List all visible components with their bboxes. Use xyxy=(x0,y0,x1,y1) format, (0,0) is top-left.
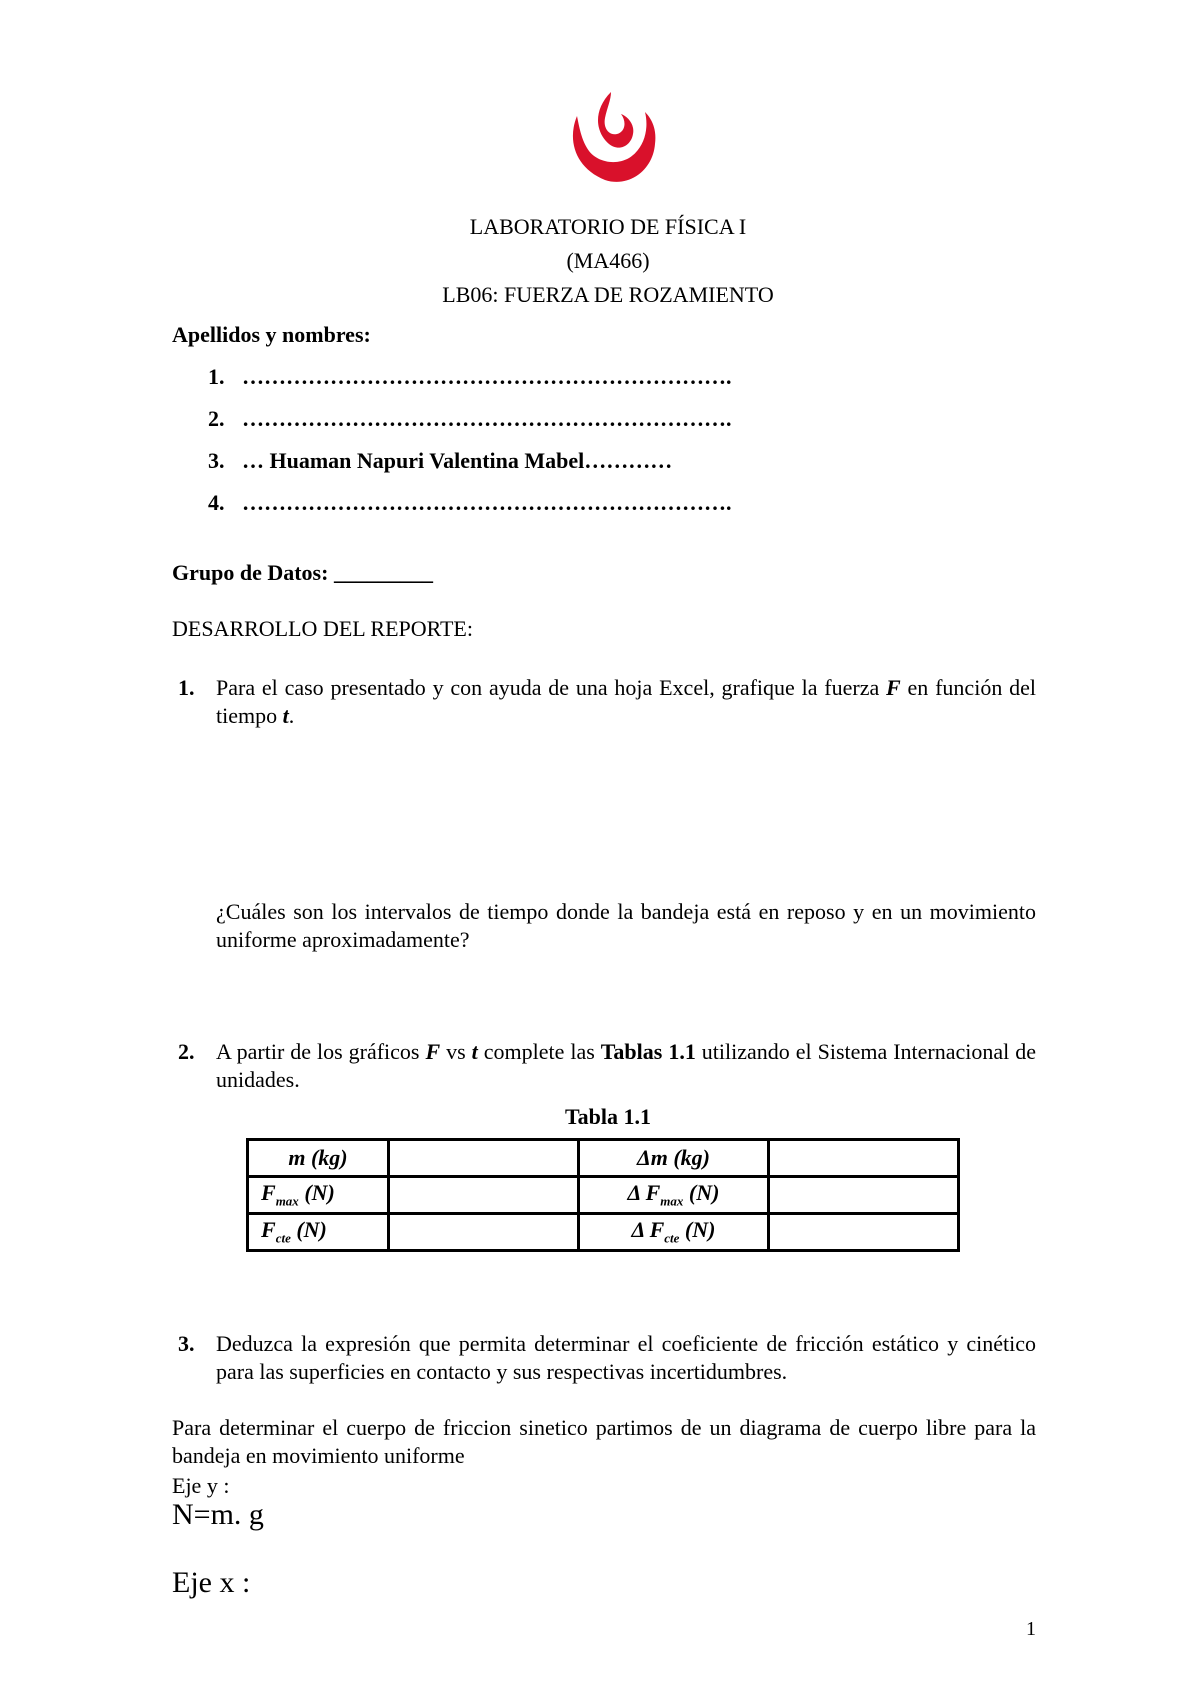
table-label-subscript: cte xyxy=(275,1230,291,1246)
q1-text-part: . xyxy=(288,703,295,728)
normal-force-equation: N=m. g xyxy=(172,1498,264,1531)
table-label-subscript: max xyxy=(275,1193,299,1209)
page-number: 1 xyxy=(1026,1618,1036,1640)
delta-symbol: Δ xyxy=(631,1217,650,1243)
name-item-1 xyxy=(208,364,732,390)
name-item-number: 4. xyxy=(208,490,225,515)
q2-table-ref: Tablas 1.1 xyxy=(600,1039,696,1064)
q1-force-symbol: F xyxy=(886,675,901,700)
table-label-text: m (kg) xyxy=(288,1145,348,1170)
table-label-cell xyxy=(578,1177,768,1214)
name-item-2 xyxy=(208,406,732,432)
answer-text: Para determinar el cuerpo de friccion sinetico partimos de un diagrama de cuerpo libre para la bandeja en movimiento uniforme xyxy=(172,1415,1036,1468)
university-flame-logo xyxy=(565,88,659,184)
table-input-cell[interactable] xyxy=(769,1140,959,1177)
name-item-text: …………………………………………………………. xyxy=(242,364,732,389)
table-label-cell xyxy=(248,1177,389,1214)
name-item-number: 3. xyxy=(208,448,225,473)
delta-symbol: Δ xyxy=(636,1145,651,1170)
table-row xyxy=(248,1214,959,1251)
data-table xyxy=(246,1138,960,1252)
table-label-cell xyxy=(248,1140,389,1177)
table-input-cell[interactable] xyxy=(388,1214,578,1251)
q1-time-symbol: t xyxy=(282,703,289,728)
table-label-cell xyxy=(578,1140,768,1177)
lab-title: LABORATORIO DE FÍSICA I xyxy=(469,214,747,239)
table-label-text: m (kg) xyxy=(650,1145,710,1170)
table-input-cell[interactable] xyxy=(388,1140,578,1177)
group-label: Grupo de Datos: xyxy=(172,560,329,585)
name-item-number: 1. xyxy=(208,364,225,389)
q1-text-part: en función del tiempo xyxy=(216,675,1036,728)
table-label-unit: (N) xyxy=(298,1180,335,1206)
course-code: (MA466) xyxy=(566,248,650,273)
table-label-text: F xyxy=(649,1217,665,1243)
delta-symbol: Δ xyxy=(627,1180,646,1206)
table-row xyxy=(248,1177,959,1214)
name-item-3 xyxy=(208,448,672,474)
table-input-cell[interactable] xyxy=(769,1214,959,1251)
table-label-text: F xyxy=(261,1180,276,1206)
group-field xyxy=(172,560,433,586)
q2-text xyxy=(216,1038,1036,1094)
table-label-unit: (N) xyxy=(683,1180,720,1206)
table-input-cell[interactable] xyxy=(769,1177,959,1214)
group-blank: _________ xyxy=(333,560,433,585)
table-label-cell xyxy=(248,1214,389,1251)
report-title: DESARROLLO DEL REPORTE: xyxy=(172,616,473,641)
q2-text-part: utilizando el Sistema Internacional de unidades. xyxy=(216,1039,1037,1092)
name-item-4 xyxy=(208,490,732,516)
q1-number: 1. xyxy=(178,675,195,700)
name-item-number: 2. xyxy=(208,406,225,431)
q2-text-part: A partir de los gráficos xyxy=(216,1039,426,1064)
q1-subquestion: ¿Cuáles son los intervalos de tiempo donde la bandeja está en reposo y en un movimiento uniforme aproximadamente? xyxy=(216,899,1036,952)
names-label: Apellidos y nombres: xyxy=(172,322,371,347)
q1-text xyxy=(216,674,1036,730)
axis-y-label: Eje y : xyxy=(172,1473,230,1498)
q3-text: Deduzca la expresión que permita determinar el coeficiente de fricción estático y cinético para las superficies en contacto y sus respectivas incertidumbres. xyxy=(216,1331,1036,1384)
name-item-text: …………………………………………………………. xyxy=(242,406,732,431)
q2-force-symbol: F xyxy=(425,1039,441,1064)
table-label-text: F xyxy=(645,1180,661,1206)
axis-x-label: Eje x : xyxy=(172,1566,251,1599)
q2-time-symbol: t xyxy=(471,1039,478,1064)
q2-text-part: vs xyxy=(440,1039,472,1064)
name-item-text: …………………………………………………………. xyxy=(242,490,732,515)
name-item-text: … Huaman Napuri Valentina Mabel………… xyxy=(242,448,673,473)
table-input-cell[interactable] xyxy=(388,1177,578,1214)
table-label-subscript: cte xyxy=(664,1230,680,1246)
q2-text-part: complete las xyxy=(477,1039,601,1064)
table-label-cell xyxy=(578,1214,768,1251)
table-row xyxy=(248,1140,959,1177)
table-label-unit: (N) xyxy=(679,1217,716,1243)
q2-number: 2. xyxy=(178,1039,195,1064)
table-label-unit: (N) xyxy=(290,1217,327,1243)
table-label-text: F xyxy=(261,1217,276,1243)
table-label-subscript: max xyxy=(660,1193,684,1209)
lab-subtitle: LB06: FUERZA DE ROZAMIENTO xyxy=(442,282,774,307)
q3-number: 3. xyxy=(178,1331,195,1356)
q1-text-part: Para el caso presentado y con ayuda de una hoja Excel, grafique la fuerza xyxy=(216,675,887,700)
table-caption: Tabla 1.1 xyxy=(564,1104,651,1129)
